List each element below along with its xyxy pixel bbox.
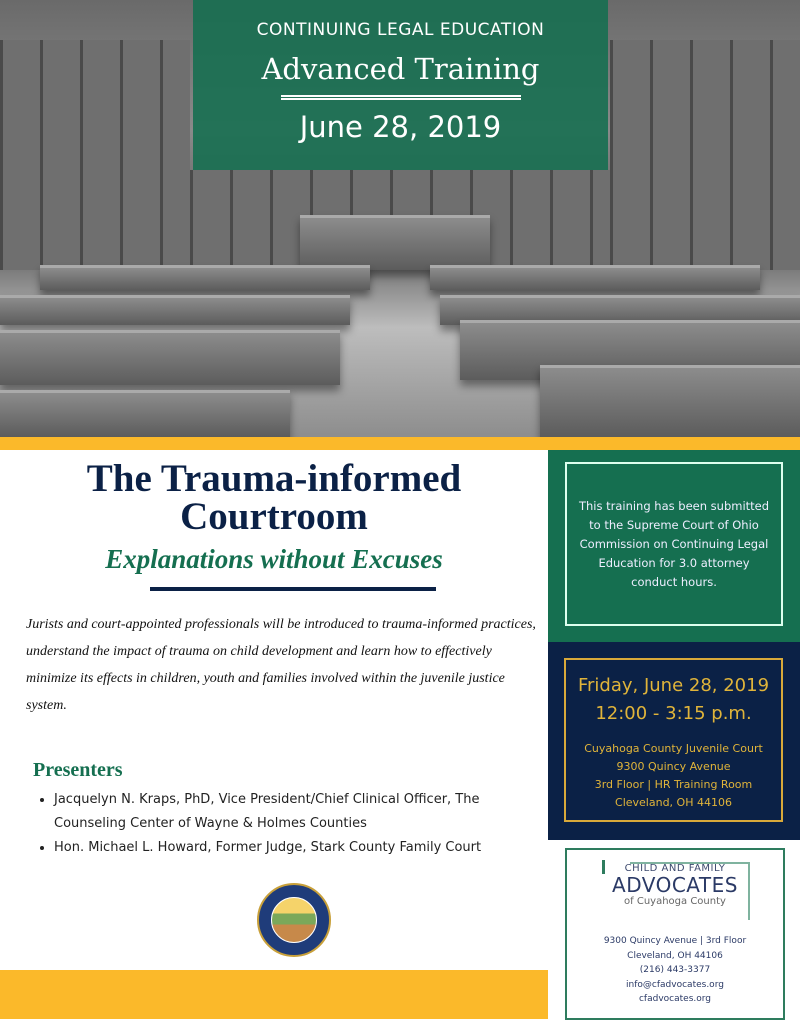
org-website[interactable]: cfadvocates.org: [638, 994, 712, 1004]
presenter-item: • Hon. Michael L. Howard, Former Judge, Stark County Family Court: [54, 836, 524, 860]
org-logo: [600, 860, 750, 920]
event-date: Friday, June 28, 2019: [577, 675, 770, 696]
header-banner: [193, 0, 608, 170]
main-content: [0, 450, 548, 860]
event-address-line: Cuyahoga County Juvenile Court: [584, 742, 763, 755]
presenters-heading: Presenters: [33, 759, 123, 781]
header-date: June 28, 2019: [299, 110, 502, 144]
org-address: 9300 Quincy Avenue | 3rd Floor: [603, 936, 747, 946]
event-address-line: 9300 Quincy Avenue: [616, 760, 731, 773]
pew: [0, 295, 350, 325]
event-address-line: 3rd Floor | HR Training Room: [594, 778, 753, 791]
wall-panel: [0, 40, 190, 270]
credit-text: This training has been submitted to the Supreme Court of Ohio Commission on Continuing Legal Education for 3.0 attorney conduct hours.: [578, 498, 770, 589]
org-logo-line3: of Cuyahoga County: [624, 896, 726, 907]
event-time: 12:00 - 3:15 p.m.: [595, 703, 752, 724]
pew: [540, 365, 800, 437]
page-subtitle: Explanations without Excuses: [105, 544, 443, 574]
org-city: Cleveland, OH 44106: [627, 950, 723, 961]
pew: [40, 265, 370, 290]
org-logo-line2: ADVOCATES: [612, 873, 738, 897]
org-email[interactable]: info@cfadvocates.org: [626, 979, 724, 990]
divider: [150, 587, 436, 591]
yellow-band: [0, 437, 800, 450]
page-title: The Trauma-informed Courtroom: [86, 457, 462, 538]
judge-bench: [300, 215, 490, 270]
juvenile-court-seal: [257, 883, 331, 957]
pew: [0, 390, 290, 437]
event-panel: [548, 642, 800, 840]
header-title: Advanced Training: [261, 52, 540, 86]
org-contact-card: [565, 848, 785, 1020]
wall-panel: [610, 40, 800, 270]
presenters-list: [54, 788, 524, 860]
org-phone: (216) 443-3377: [639, 965, 711, 975]
header-kicker: CONTINUING LEGAL EDUCATION: [256, 20, 545, 40]
pew: [430, 265, 760, 290]
yellow-footer-band: [0, 970, 548, 1019]
divider: [281, 95, 521, 100]
pew: [0, 330, 340, 385]
event-address-line: Cleveland, OH 44106: [615, 796, 732, 809]
org-logo-line1: CHILD AND FAMILY: [624, 863, 726, 874]
credit-panel: [548, 450, 800, 642]
description: Jurists and court-appointed professionals will be introduced to trauma-informed practices, understand the impact of trauma on child development and learn how to effectively minimize its effects in children, youth and families involved within the juvenile justice system.: [26, 617, 536, 713]
presenter-item: • Jacquelyn N. Kraps, PhD, Vice President/Chief Clinical Officer, The Counseling Center of Wayne & Holmes Counties: [54, 788, 524, 836]
